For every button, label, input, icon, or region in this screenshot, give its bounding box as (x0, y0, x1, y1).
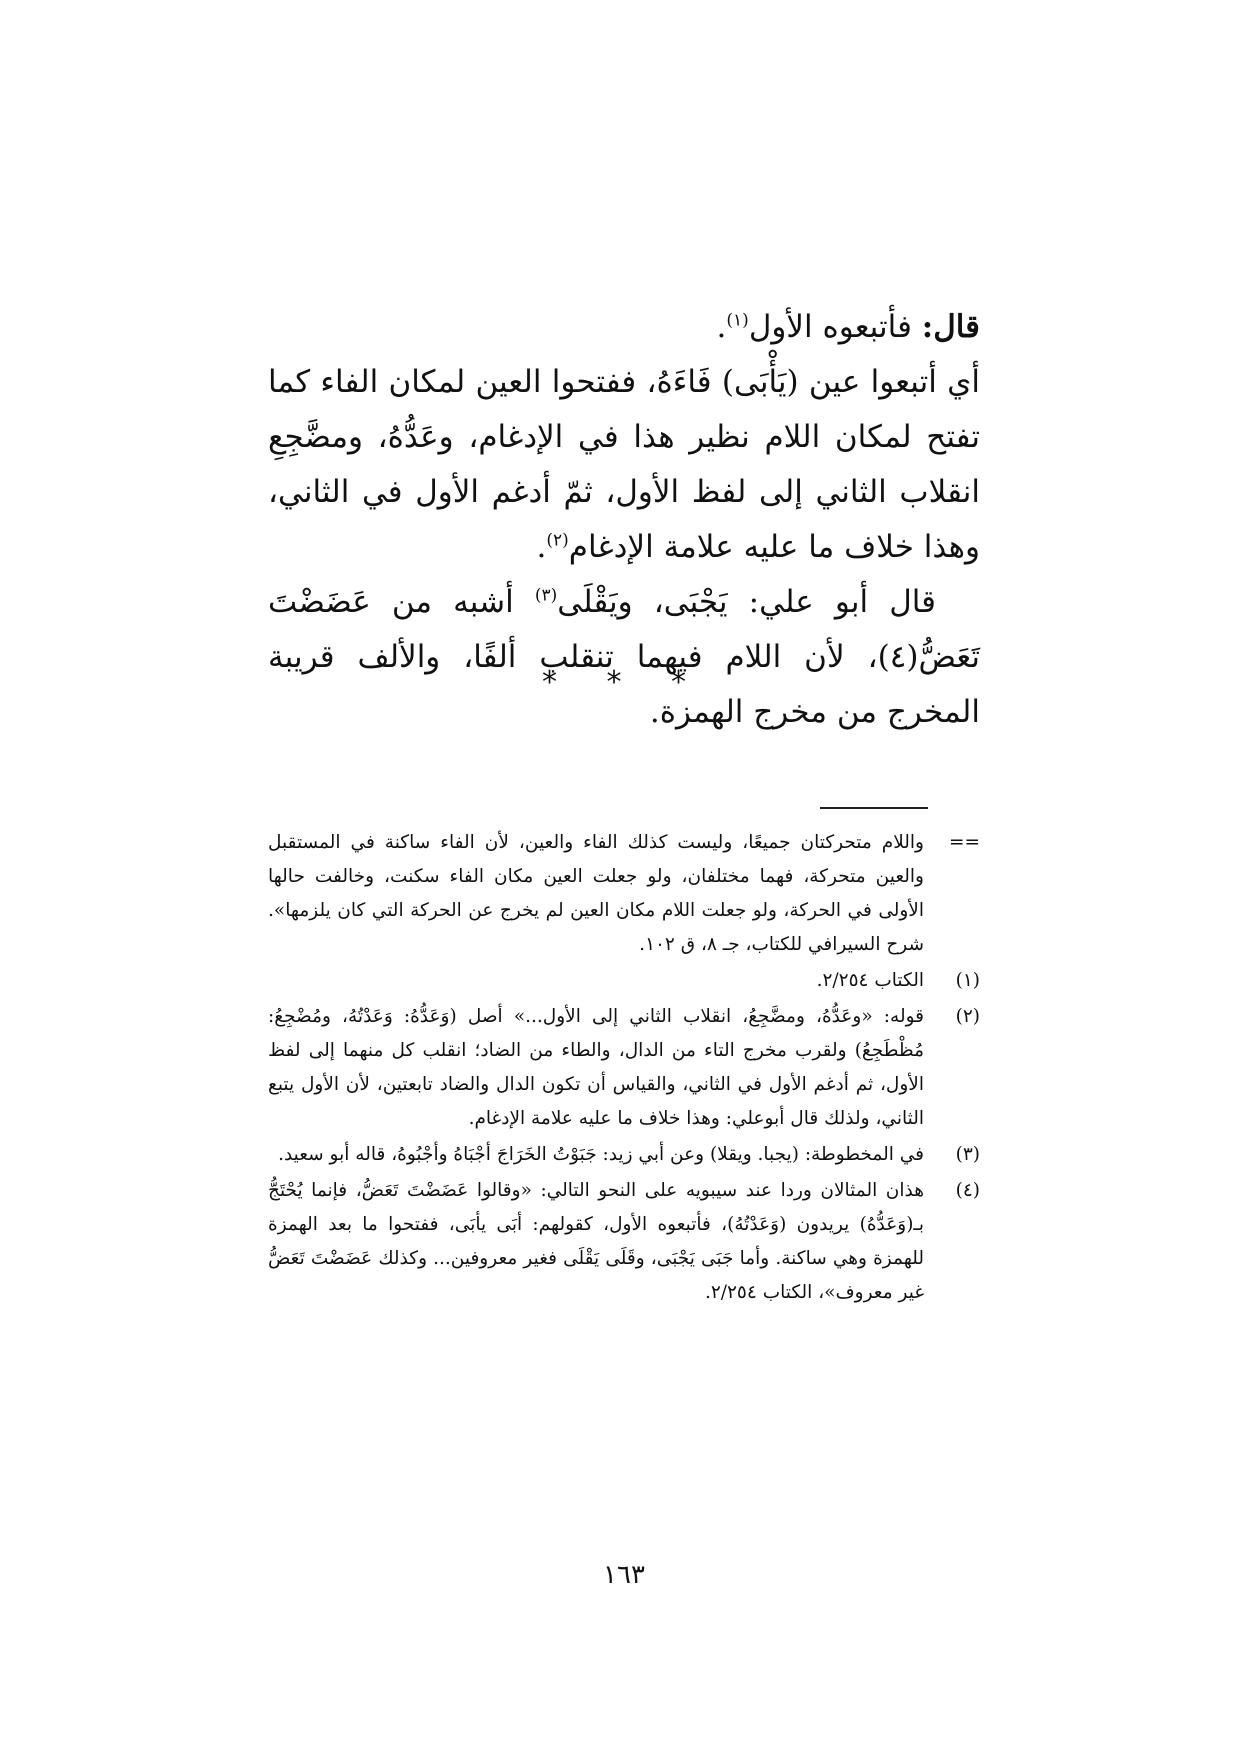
paragraph-text: أي أتبعوا عين (يَأْبَى) فَاءَهُ، ففتحوا العين لمكان الفاء كما تفتح لمكان اللام نظير هذا في الإدغام، وعَدُّهُ، ومضَّجِعِ انقلاب الثاني إلى لفظ الأول، ثمّ أدغم الأول في الثاني، وهذا خلاف ما عليه علامة الإدغام (268, 364, 980, 565)
footnote-3 (268, 1138, 980, 1172)
footnote-continued (268, 826, 980, 962)
footnote-4 (268, 1174, 980, 1310)
page-number: ١٦٣ (603, 1560, 645, 1590)
footnote-ref[interactable]: (٣) (534, 585, 558, 606)
footnote-text: واللام متحركتان جميعًا، وليست كذلك الفاء والعين، لأن الفاء ساكنة في المستقبل والعين متحركة، فهما مختلفان، ولو جعلت العين مكان الفاء سكنت، وخالفت حالها الأولى في الحركة، ولو جعلت اللام مكان العين لم يخرج عن الحركة التي كان يلزمها». شرح السيرافي للكتاب، جـ ٨، ق ١٠٢. (268, 832, 924, 955)
footnote-number: (٢) (955, 1006, 980, 1027)
footnote-number: (٤) (955, 1180, 980, 1201)
paragraph-lead: قال: (921, 309, 980, 345)
section-separator: * * * (541, 665, 707, 700)
footnote-number: (٣) (955, 1144, 980, 1165)
paragraph-text: فأتبعوه الأول (748, 309, 922, 345)
footnote-2 (268, 1000, 980, 1136)
footnote-rule (820, 807, 928, 809)
footnote-number: (١) (955, 970, 980, 991)
paragraph-text: قال أبو علي: يَجْبَى، ويَقْلَى (557, 584, 936, 620)
footnote-1 (268, 964, 980, 998)
footnote-ref[interactable]: (٢) (546, 530, 569, 551)
footnotes (268, 826, 980, 1312)
paragraph-1 (268, 300, 980, 355)
paragraph-tail: . (716, 309, 727, 345)
footnote-text: قوله: «وعَدُّهُ، ومضَّجِعُ، انقلاب الثاني إلى الأول...» أصل (وَعَدُّهُ: وَعَدْتُهُ، ومُضْجِعُ: مُظْطَجِعُ) ولقرب مخرج التاء من الدال، والطاء من الضاد؛ انقلب كل منهما إلى لفظ الأول، ثم أدغم الأول في الثاني، والقياس أن تكون الدال والضاد تابعتين، لأن الأول يتبع الثاني، ولذلك قال أبوعلي: وهذا خلاف ما عليه علامة الإدغام. (268, 1006, 924, 1129)
paragraph-tail: أشبه من عَضَضْتَ تَعَضُّ(٤)، لأن اللام فيهما تنقلب ألفًا، والألف قريبة المخرج من مخرج الهمزة. (268, 584, 980, 730)
paragraph-3 (268, 575, 980, 740)
footnote-text: هذان المثالان وردا عند سيبويه على النحو التالي: «وقالوا عَضَضْتَ تَعَضُّ، فإنما يُحْتَجُّ بـ(وَعَدُّهُ) يريدون (وَعَدْتُهُ)، فأتبعوه الأول، كقولهم: أبَى يأبَى، ففتحوا ما بعد الهمزة للهمزة وهي ساكنة. وأما جَبَى يَجْبَى، وقَلَى يَقْلَى فغير معروفين... وكذلك عَضَضْتَ تَعَضُّ غير معروف»، الكتاب ٢/٢٥٤. (268, 1180, 924, 1303)
footnote-ref[interactable]: (١) (726, 310, 749, 331)
paragraph-2 (268, 355, 980, 575)
footnote-number: == (948, 832, 980, 853)
footnote-text: في المخطوطة: (يجبا. ويقلا) وعن أبي زيد: جَبَوْتُ الخَرَاجَ أجْبَاهُ وأجْبُوهُ، قاله أبو سعيد. (278, 1144, 924, 1165)
paragraph-tail: . (536, 529, 547, 565)
footnote-text: الكتاب ٢/٢٥٤. (816, 970, 924, 991)
